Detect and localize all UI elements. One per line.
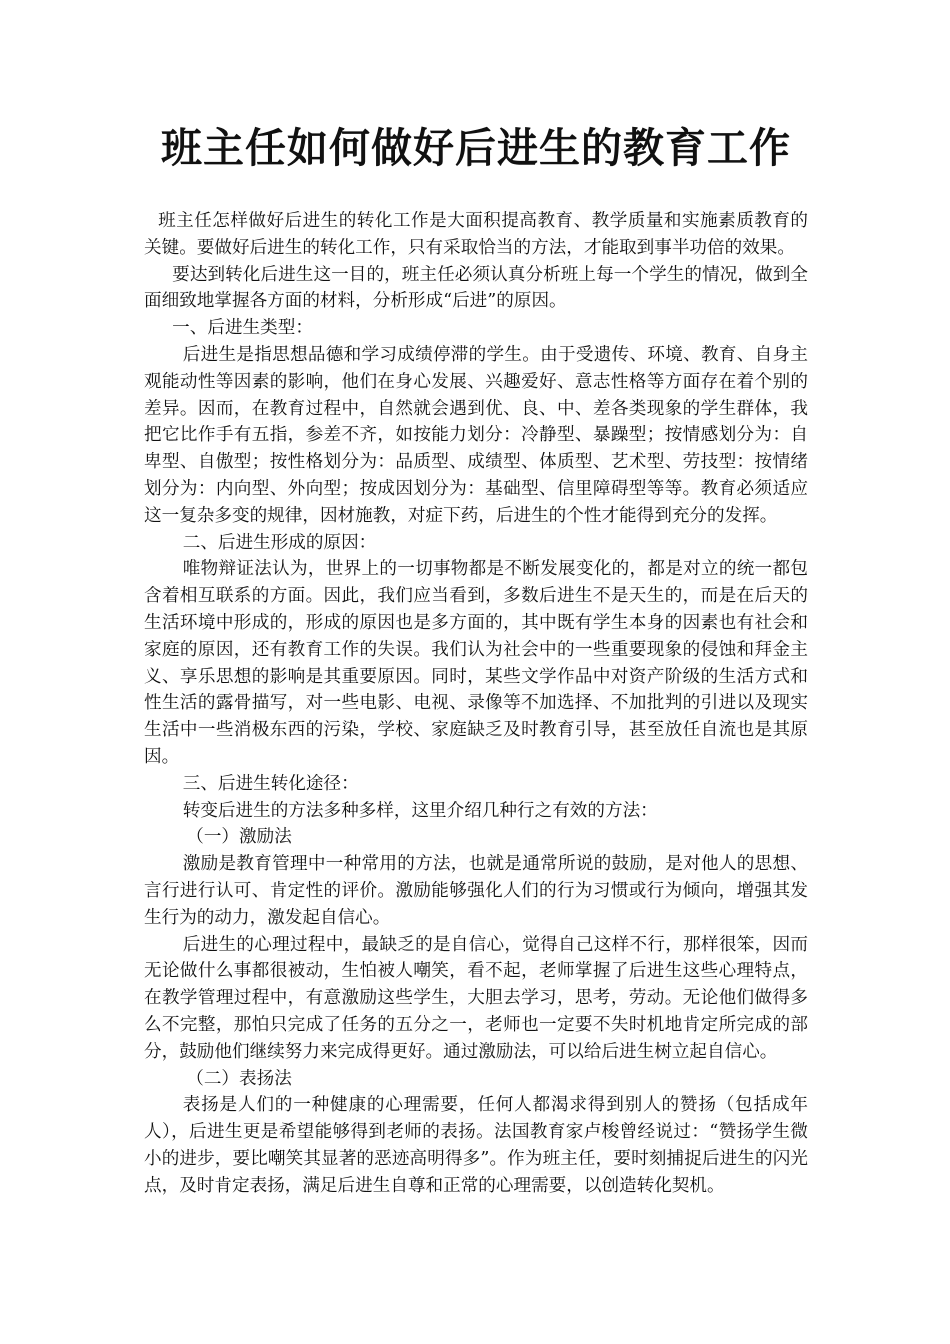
- paragraph-causes: 唯物辩证法认为，世界上的一切事物都是不断发展变化的，都是对立的统一都包含着相互联系的方面。因此，我们应当看到，多数后进生不是天生的，而是在后天的生活环境中形成的，形成的原因也是多方面的，其中既有学生本身的因素也有社会和家庭的原因，还有教育工作的失误。我们认为社会中的一些重要现象的侵蚀和拜金主义、享乐思想的影响是其重要原因。同时，某些文学作品中对资产阶级的生活方式和性生活的露骨描写，对一些电影、电视、录像等不加选择、不加批判的引进以及现实生活中一些消极东西的污染，学校、家庭缺乏及时教育引导，甚至放任自流也是其原因。: [144, 559, 808, 767]
- paragraph-methods-intro: 转变后进生的方法多种多样，这里介绍几种行之有效的方法：: [182, 800, 658, 821]
- section-heading-types: 一、后进生类型：: [172, 318, 313, 339]
- subheading-encouragement: （一）激励法: [186, 827, 292, 848]
- paragraph-encouragement-2: 后进生的心理过程中，最缺乏的是自信心，觉得自己这样不行，那样很笨，因而无论做什么事都很被动，生怕被人嘲笑，看不起，老师掌握了后进生这些心理特点，在教学管理过程中，有意激励这些学生，大胆去学习，思考，劳动。无论他们做得多么不完整，那怕只完成了任务的五分之一，老师也一定要不失时机地肯定所完成的部分，鼓励他们继续努力来完成得更好。通过激励法，可以给后进生树立起自信心。: [144, 934, 808, 1062]
- paragraph-goal: 要达到转化后进生这一目的，班主任必须认真分析班上每一个学生的情况，做到全面细致地掌握各方面的材料，分析形成“后进”的原因。: [144, 264, 808, 312]
- document-title: 班主任如何做好后进生的教育工作: [161, 124, 791, 172]
- paragraph-intro: 班主任怎样做好后进生的转化工作是大面积提高教育、教学质量和实施素质教育的关键。要做好后进生的转化工作，只有采取恰当的方法，才能取到事半功倍的效果。: [144, 211, 808, 258]
- paragraph-encouragement-1: 激励是教育管理中一种常用的方法，也就是通常所说的鼓励，是对他人的思想、言行进行认可、肯定性的评价。激励能够强化人们的行为习惯或行为倾向，增强其发生行为的动力，激发起自信心。: [144, 854, 808, 928]
- paragraph-types: 后进生是指思想品德和学习成绩停滞的学生。由于受遗传、环境、教育、自身主观能动性等因素的影响，他们在身心发展、兴趣爱好、意志性格等方面存在着个别的差异。因而，在教育过程中，自然就会遇到优、良、中、差各类现象的学生群体，我把它比作手有五指，参差不齐，如按能力划分：冷静型、暴躁型；按情感划分为：自卑型、自傲型；按性格划分为：品质型、成绩型、体质型、艺术型、劳技型：按情绪划分为：内向型、外向型；按成因划分为：基础型、信里障碍型等等。教育必须适应这一复杂多变的规律，因材施教，对症下药，后进生的个性才能得到充分的发挥。: [144, 344, 808, 526]
- subheading-praise: （二）表扬法: [186, 1068, 292, 1089]
- section-heading-causes: 二、后进生形成的原因：: [182, 532, 377, 553]
- section-heading-methods: 三、后进生转化途径：: [182, 773, 359, 794]
- paragraph-praise: 表扬是人们的一种健康的心理需要，任何人都渴求得到别人的赞扬（包括成年人），后进生更是希望能够得到老师的表扬。法国教育家卢梭曾经说过：“赞扬学生微小的进步，要比嘲笑其显著的恶迹高明得多”。作为班主任，要时刻捕捉后进生的闪光点，及时肯定表扬，满足后进生自尊和正常的心理需要，以创造转化契机。: [144, 1095, 808, 1196]
- document-body: [144, 208, 808, 1199]
